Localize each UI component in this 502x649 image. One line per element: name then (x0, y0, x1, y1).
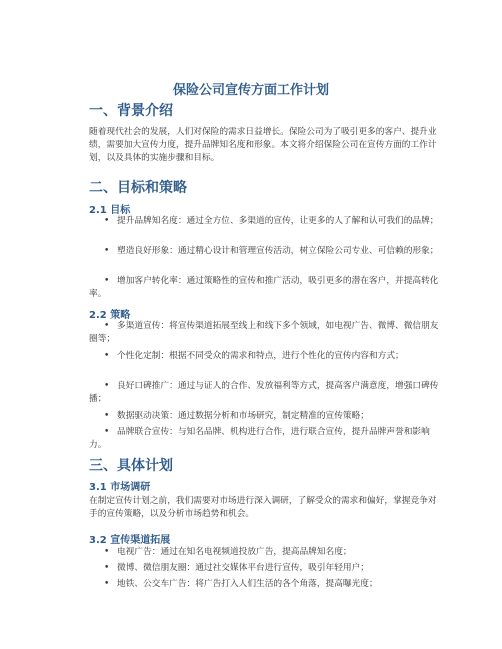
section-paragraph-background: 随着现代社会的发展，人们对保险的需求日益增长。保险公司为了吸引更多的客户、提升业绩，需要加大宣传力度，提升品牌知名度和形象。本文将介绍保险公司在宣传方面的工作计划，以及具体的实施步骤和目标。 (89, 127, 437, 163)
list-item (89, 245, 439, 258)
bullet-icon: • (104, 411, 110, 421)
section-heading-plan: 三、具体计划 (89, 458, 173, 474)
bullet-icon: • (104, 381, 110, 391)
list-item-text: 地铁、公交车广告：将广告打入人们生活的各个角落，提高曝光度； (117, 579, 378, 589)
bullet-icon: • (104, 216, 110, 226)
subsection-heading-strategy: 2.2 策略 (89, 310, 131, 321)
list-item-text: 多渠道宣传：将宣传渠道拓展至线上和线下多个领域，如电视广告、微博、微信朋友圈等； (89, 321, 439, 344)
list-item-text: 数据驱动决策：通过数据分析和市场研究，制定精准的宣传策略； (117, 411, 369, 421)
list-item (89, 410, 439, 423)
list-item-text: 良好口碑推广：通过与证人的合作、发放福利等方式，提高客户满意度，增强口碑传播； (89, 381, 439, 404)
subsection-paragraph-research: 在制定宣传计划之前，我们需要对市场进行深入调研，了解受众的需求和偏好，掌握竞争对手的宣传策略，以及分析市场趋势和机会。 (89, 496, 437, 519)
subsection-heading-goals: 2.1 目标 (89, 205, 131, 216)
list-item (89, 546, 439, 559)
list-item-text: 品牌联合宣传：与知名品牌、机构进行合作，进行联合宣传，提升品牌声誉和影响力。 (89, 427, 430, 450)
list-item-text: 增加客户转化率：通过策略性的宣传和推广活动，吸引更多的潜在客户，并提高转化率。 (89, 276, 439, 299)
list-item (89, 275, 439, 301)
bullet-icon: • (104, 321, 110, 331)
list-item (89, 578, 439, 591)
bullet-icon: • (104, 276, 110, 286)
subsection-heading-research: 3.1 市场调研 (89, 482, 151, 493)
list-item (89, 380, 439, 406)
list-item (89, 320, 439, 346)
bullet-icon: • (104, 427, 110, 437)
list-item (89, 562, 439, 575)
list-item-text: 提升品牌知名度：通过全方位、多渠道的宣传，让更多的人了解和认可我们的品牌； (117, 216, 439, 226)
bullet-icon: • (104, 351, 110, 361)
subsection-heading-channels: 3.2 宣传渠道拓展 (89, 535, 171, 546)
list-item-text: 电视广告：通过在知名电视频道投放广告，提高品牌知名度； (117, 547, 352, 557)
bullet-icon: • (104, 579, 110, 589)
list-item-text: 微博、微信朋友圈：通过社交媒体平台进行宣传，吸引年轻用户； (117, 563, 369, 573)
bullet-icon: • (104, 563, 110, 573)
bullet-icon: • (104, 547, 110, 557)
list-item (89, 350, 439, 363)
bullet-icon: • (104, 246, 110, 256)
document-title: 保险公司宣传方面工作计划 (172, 83, 329, 98)
list-item (89, 426, 439, 452)
list-item (89, 215, 439, 228)
list-item-text: 塑造良好形象：通过精心设计和管理宣传活动，树立保险公司专业、可信赖的形象； (117, 246, 439, 256)
list-item-text: 个性化定制：根据不同受众的需求和特点，进行个性化的宣传内容和方式； (117, 351, 404, 361)
section-heading-background: 一、背景介绍 (89, 103, 173, 119)
section-heading-goals: 二、目标和策略 (89, 180, 187, 196)
